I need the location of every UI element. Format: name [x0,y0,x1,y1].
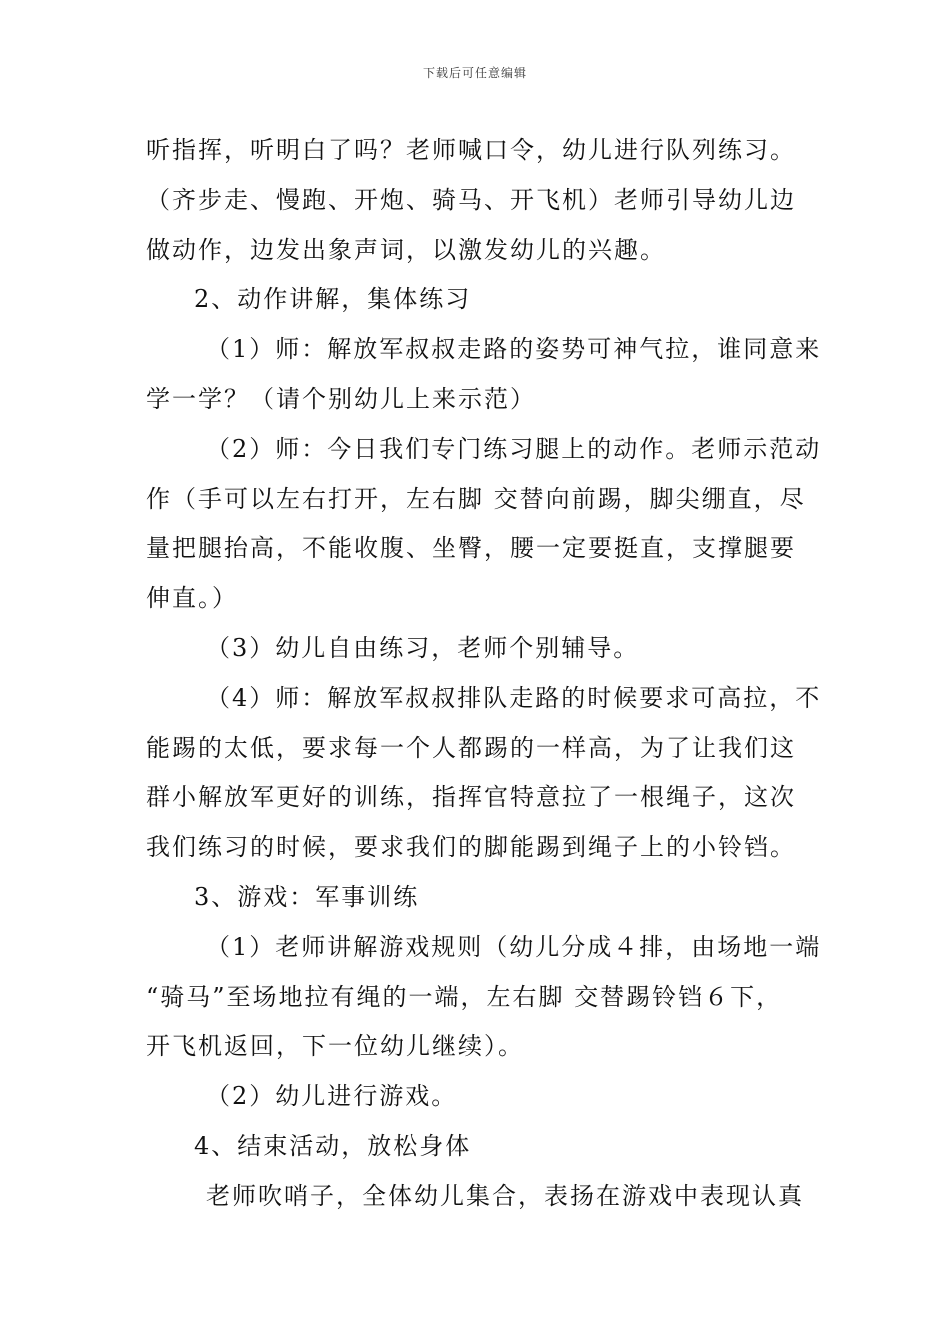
paragraph-line: （4）师：解放军叔叔排队走路的时候要求可高拉，不 [206,683,822,712]
paragraph-line: 群小解放军更好的训练，指挥官特意拉了一根绳子，这次 [146,783,796,812]
paragraph-line: 老师吹哨子，全体幼儿集合，表扬在游戏中表现认真 [206,1181,804,1210]
paragraph-line: （2）幼儿进行游戏。 [206,1082,458,1111]
paragraph-line: 我们练习的时候，要求我们的脚能踢到绳子上的小铃铛。 [146,833,796,862]
document-body [146,126,822,1222]
paragraph-line: 作（手可以左右打开，左右脚 交替向前踢，脚尖绷直，尽 [146,484,806,513]
section-heading: 2、动作讲解，集体练习 [194,285,472,314]
paragraph-line: 量把腿抬高，不能收腹、坐臀，腰一定要挺直，支撑腿要 [146,534,796,563]
section-heading: 3、游戏：军事训练 [194,882,420,911]
page-header: 下载后可任意编辑 [422,66,527,80]
paragraph-line: 做动作，边发出象声词，以激发幼儿的兴趣。 [146,235,666,264]
paragraph-line: 学一学？（请个别幼儿上来示范） [146,384,536,413]
paragraph-line: （3）幼儿自由练习，老师个别辅导。 [206,633,640,662]
paragraph-line: 听指挥，听明白了吗？老师喊口令，幼儿进行队列练习。 [146,136,796,164]
paragraph-line: （1）师：解放军叔叔走路的姿势可神气拉，谁同意来 [206,335,822,364]
paragraph-line: 能踢的太低，要求每一个人都踢的一样高，为了让我们这 [146,733,796,762]
paragraph-line: 开飞机返回，下一位幼儿继续）。 [146,1032,524,1061]
paragraph-line: （1）老师讲解游戏规则（幼儿分成４排，由场地一端 [206,932,822,961]
section-heading: 4、结束活动，放松身体 [194,1131,472,1160]
paragraph-line: “骑马”至场地拉有绳的一端，左右脚 交替踢铃铛６下， [146,982,783,1011]
paragraph-line: （齐步走、慢跑、开炮、骑马、开飞机）老师引导幼儿边 [146,185,796,214]
paragraph-line: 伸直。） [146,584,238,613]
paragraph-line: （2）师：今日我们专门练习腿上的动作。老师示范动 [206,434,822,463]
